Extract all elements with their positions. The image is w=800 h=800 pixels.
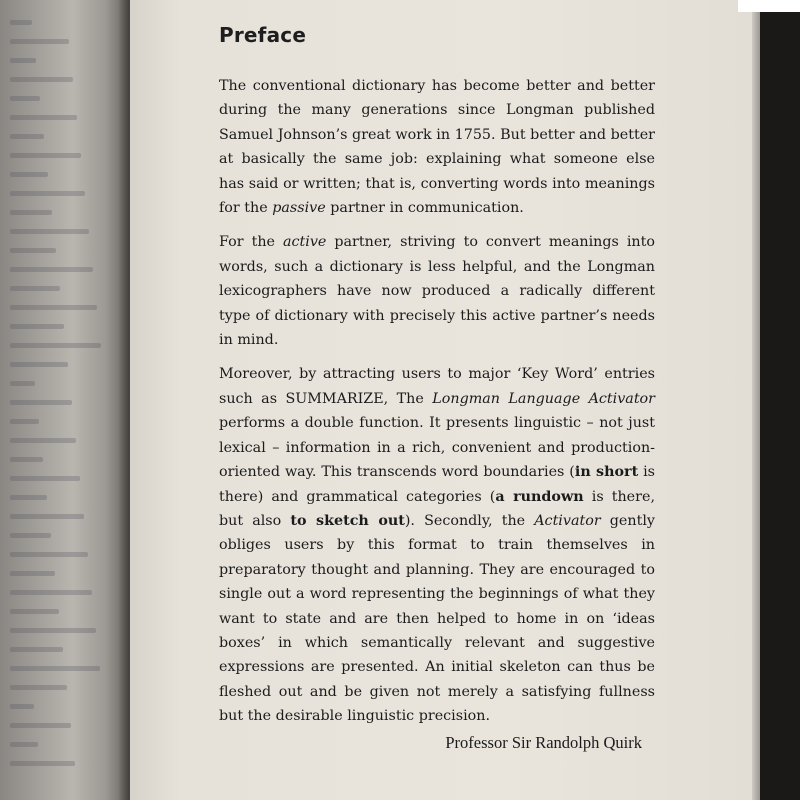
blurred-text-line	[10, 552, 88, 557]
text-run: passive	[272, 200, 326, 217]
blurred-text-line	[10, 20, 32, 25]
text-run: a rundown	[495, 488, 584, 505]
paragraph-3	[219, 362, 655, 728]
blurred-text-line	[10, 628, 96, 633]
blurred-text-line	[10, 495, 47, 500]
blurred-text-line	[10, 172, 48, 177]
text-run: gently obliges users by this format to train themselves in preparatory thought and planning. They are encouraged to single out a word representing the beginnings of what they want to state and are then helped to home in on ‘ideas boxes’ in which semantically relevant and suggestive expressions are presented. An initial skeleton can thus be fleshed out and be given not merely a satisfying fullness but the desirable linguistic precision.	[219, 512, 655, 725]
preface-body	[219, 74, 655, 739]
blurred-text-line	[10, 476, 80, 481]
text-run: to sketch out	[290, 512, 405, 529]
blurred-text-line	[10, 229, 89, 234]
blurred-text-line	[10, 248, 56, 253]
blurred-text-line	[10, 438, 76, 443]
blurred-text-line	[10, 704, 34, 709]
blurred-text-line	[10, 96, 40, 101]
blurred-text-line	[10, 39, 69, 44]
blurred-text-line	[10, 571, 55, 576]
blurred-text-line	[10, 685, 67, 690]
text-run: in short	[574, 464, 639, 481]
background-right	[760, 0, 800, 800]
page-heading: Preface	[219, 23, 307, 47]
blurred-text-line	[10, 362, 68, 367]
blurred-text-line	[10, 324, 64, 329]
blurred-text-line	[10, 58, 36, 63]
paragraph-1	[219, 74, 655, 220]
text-run: Longman Language Activator	[432, 390, 656, 407]
text-run: For the	[219, 234, 283, 251]
blurred-text-line	[10, 286, 60, 291]
left-facing-page	[0, 0, 132, 800]
blurred-text-line	[10, 647, 63, 652]
blurred-text-line	[10, 742, 38, 747]
text-run: active	[282, 234, 327, 251]
text-run: performs a double function. It presents linguistic – not just lexical – information in a rich, convenient and production-oriented way. This transcends word boundaries (	[219, 415, 655, 481]
blurred-text-line	[10, 305, 97, 310]
blurred-text-line	[10, 457, 43, 462]
blurred-text-line	[10, 381, 35, 386]
blurred-text-line	[10, 533, 51, 538]
blurred-text-line	[10, 590, 92, 595]
text-run: ). Secondly, the	[404, 512, 535, 529]
blurred-text-line	[10, 134, 44, 139]
paragraph-2	[219, 230, 655, 352]
blurred-text-line	[10, 115, 77, 120]
text-run: is there, but also	[219, 488, 655, 529]
blurred-text-line	[10, 761, 75, 766]
blurred-text-line	[10, 267, 93, 272]
author-signature: Professor Sir Randolph Quirk	[445, 733, 642, 752]
blurred-text-line	[10, 609, 59, 614]
text-run: partner in communication.	[325, 200, 524, 217]
blurred-text-line	[10, 191, 85, 196]
blurred-text-line	[10, 666, 100, 671]
blurred-text-line	[10, 723, 71, 728]
text-run: Activator	[534, 512, 601, 529]
blurred-text-line	[10, 343, 101, 348]
blurred-text-line	[10, 514, 84, 519]
text-run: is there) and grammatical categories (	[219, 464, 655, 505]
text-run: partner, striving to convert meanings into words, such a dictionary is less helpful, and the Longman lexicographers have now produced a radically different type of dictionary with precisely this active partner’s needs in mind.	[219, 234, 655, 349]
blurred-text-line	[10, 210, 52, 215]
blurred-text-line	[10, 153, 81, 158]
blurred-text-line	[10, 419, 39, 424]
background-corner	[738, 0, 800, 12]
text-run: Moreover, by attracting users to major ‘Key Word’ entries such as SUMMARIZE, The	[219, 366, 655, 407]
blurred-text-line	[10, 400, 72, 405]
text-run: The conventional dictionary has become better and better during the many generations since Longman published Samuel Johnson’s great work in 1755. But better and better at basically the same job: explaining what someone else has said or written; that is, converting words into meanings for the	[219, 78, 655, 217]
blurred-text-line	[10, 77, 73, 82]
